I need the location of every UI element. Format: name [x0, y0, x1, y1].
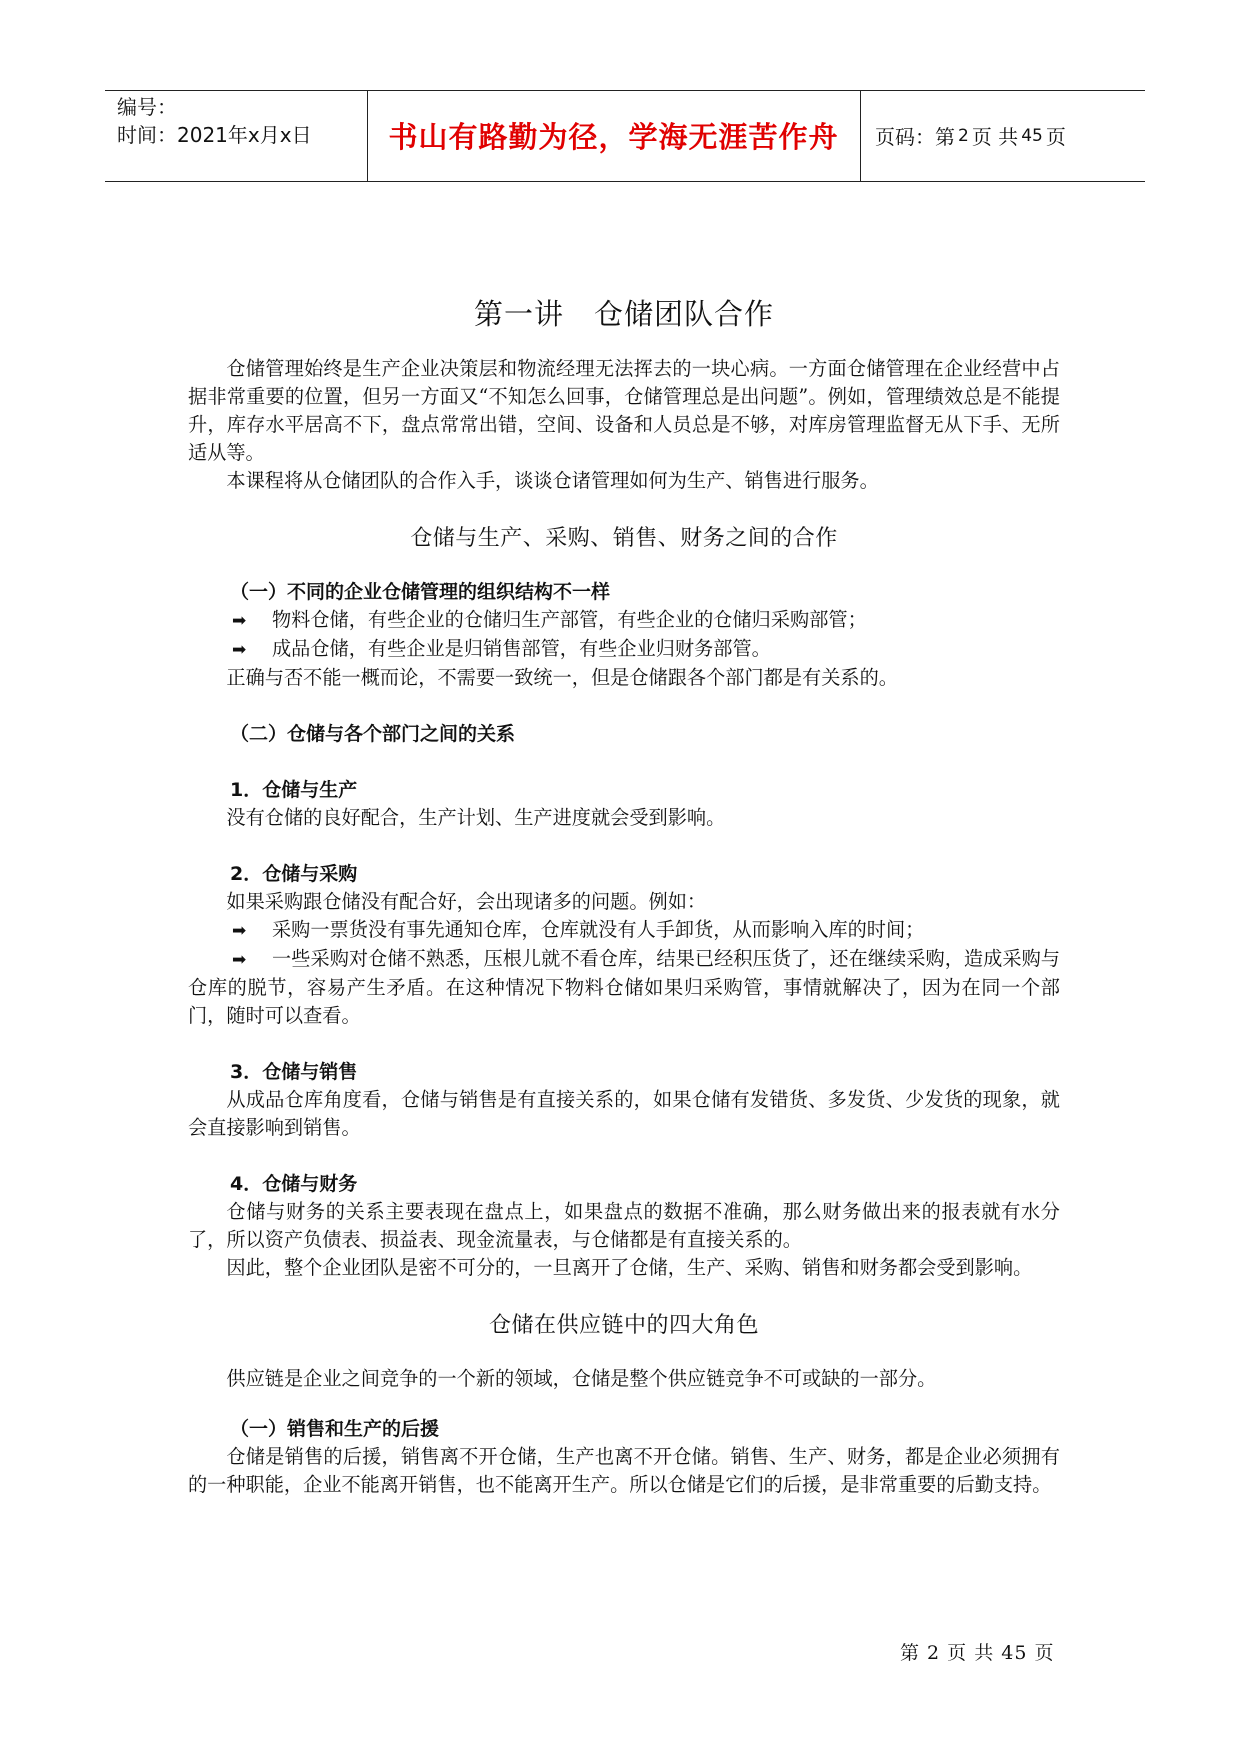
section-heading: 仓储在供应链中的四大角色 [488, 1313, 759, 1338]
bullet-text: 采购一票货没有事先通知仓库，仓库就没有人手卸货，从而影响入库的时间； [272, 918, 925, 941]
section-heading: 仓储与生产、采购、销售、财务之间的合作 [410, 526, 838, 551]
bullet-item [188, 635, 1060, 664]
header-page-info [875, 91, 1066, 180]
page-suffix: 页 [1045, 125, 1066, 149]
body-paragraph: 如果采购跟仓储没有配合好，会出现诸多的问题。例如： [226, 890, 707, 913]
page-header [105, 90, 1145, 182]
page-total: 45 [1021, 125, 1043, 146]
arrow-right-icon: ➡ [232, 950, 247, 970]
note-paragraph: 正确与否不能一概而论，不需要一致统一，但是仓储跟各个部门都是有关系的。 [226, 666, 898, 689]
body-paragraph: 仓储是销售的后援，销售离不开仓储，生产也离不开仓储。销售、生产、财务，都是企业必须拥有的一种职能，企业不能离开销售，也不能离开生产。所以仓储是它们的后援，是非常重要的后勤支持。 [188, 1445, 1060, 1496]
body-paragraph: 供应链是企业之间竞争的一个新的领域，仓储是整个供应链竞争不可或缺的一部分。 [226, 1367, 937, 1390]
header-motto: 书山有路勤为径，学海无涯苦作舟 [388, 120, 839, 154]
subsection-heading: （二）仓储与各个部门之间的关系 [230, 723, 516, 745]
body-paragraph: 仓储与财务的关系主要表现在盘点上，如果盘点的数据不准确，那么财务做出来的报表就有水分了，所以资产负债表、损益表、现金流量表，与仓储都是有直接关系的。 [188, 1200, 1060, 1251]
lecture-number: 第一讲 [473, 297, 564, 331]
numbered-heading: 3．仓储与销售 [230, 1061, 358, 1083]
bullet-text: 一些采购对仓储不熟悉，压根儿就不看仓库，结果已经积压货了，还在继续采购，造成采购与仓库的脱节，容易产生矛盾。在这种情况下物料仓储如果归采购管，事情就解决了，因为在同一个部门，随时可以查看。 [188, 947, 1060, 1027]
page-current: 2 [958, 125, 969, 146]
document-body [188, 292, 1060, 1499]
header-divider [860, 91, 861, 181]
numbered-heading: 1．仓储与生产 [230, 779, 358, 801]
arrow-right-icon: ➡ [232, 640, 247, 660]
bullet-text: 物料仓储，有些企业的仓储归生产部管，有些企业的仓储归采购部管； [272, 608, 867, 631]
intro-paragraph: 仓储管理始终是生产企业决策层和物流经理无法挥去的一块心病。一方面仓储管理在企业经营中占据非常重要的位置，但另一方面又“不知怎么回事，仓储管理总是出问题”。例如，管理绩效总是不能提升，库存水平居高不下，盘点常常出错，空间、设备和人员总是不够，对库房管理监督无从下手、无所适从等。 [188, 357, 1060, 464]
arrow-right-icon: ➡ [232, 611, 247, 631]
numbered-heading: 2．仓储与采购 [230, 863, 358, 885]
header-meta [117, 93, 312, 149]
page-prefix: 页码：第 [875, 125, 955, 149]
intro-paragraph: 本课程将从仓储团队的合作入手，谈谈仓诸管理如何为生产、销售进行服务。 [226, 469, 879, 492]
document-number-label: 编号： [117, 95, 177, 119]
bullet-item [188, 945, 1060, 1030]
body-paragraph: 从成品仓库角度看，仓储与销售是有直接关系的，如果仓储有发错货、多发货、少发货的现象，就会直接影响到销售。 [188, 1088, 1060, 1139]
numbered-heading: 4．仓储与财务 [230, 1173, 358, 1195]
subsection-heading: （一）销售和生产的后援 [230, 1418, 440, 1440]
body-paragraph: 没有仓储的良好配合，生产计划、生产进度就会受到影响。 [226, 806, 726, 829]
subsection-heading: （一）不同的企业仓储管理的组织结构不一样 [230, 581, 611, 603]
page-mid: 页 共 [971, 125, 1019, 149]
lecture-name: 仓储团队合作 [594, 297, 775, 331]
bullet-item [188, 606, 1060, 635]
body-paragraph: 因此，整个企业团队是密不可分的，一旦离开了仓储，生产、采购、销售和财务都会受到影响。 [226, 1256, 1033, 1279]
bullet-text: 成品仓储，有些企业是归销售部管，有些企业归财务部管。 [272, 637, 771, 660]
bullet-item [188, 916, 1060, 945]
lecture-title [188, 292, 1060, 333]
document-time: 时间：2021年x月x日 [117, 123, 312, 147]
page-footer: 第 2 页 共 45 页 [900, 1642, 1055, 1664]
arrow-right-icon: ➡ [232, 921, 247, 941]
